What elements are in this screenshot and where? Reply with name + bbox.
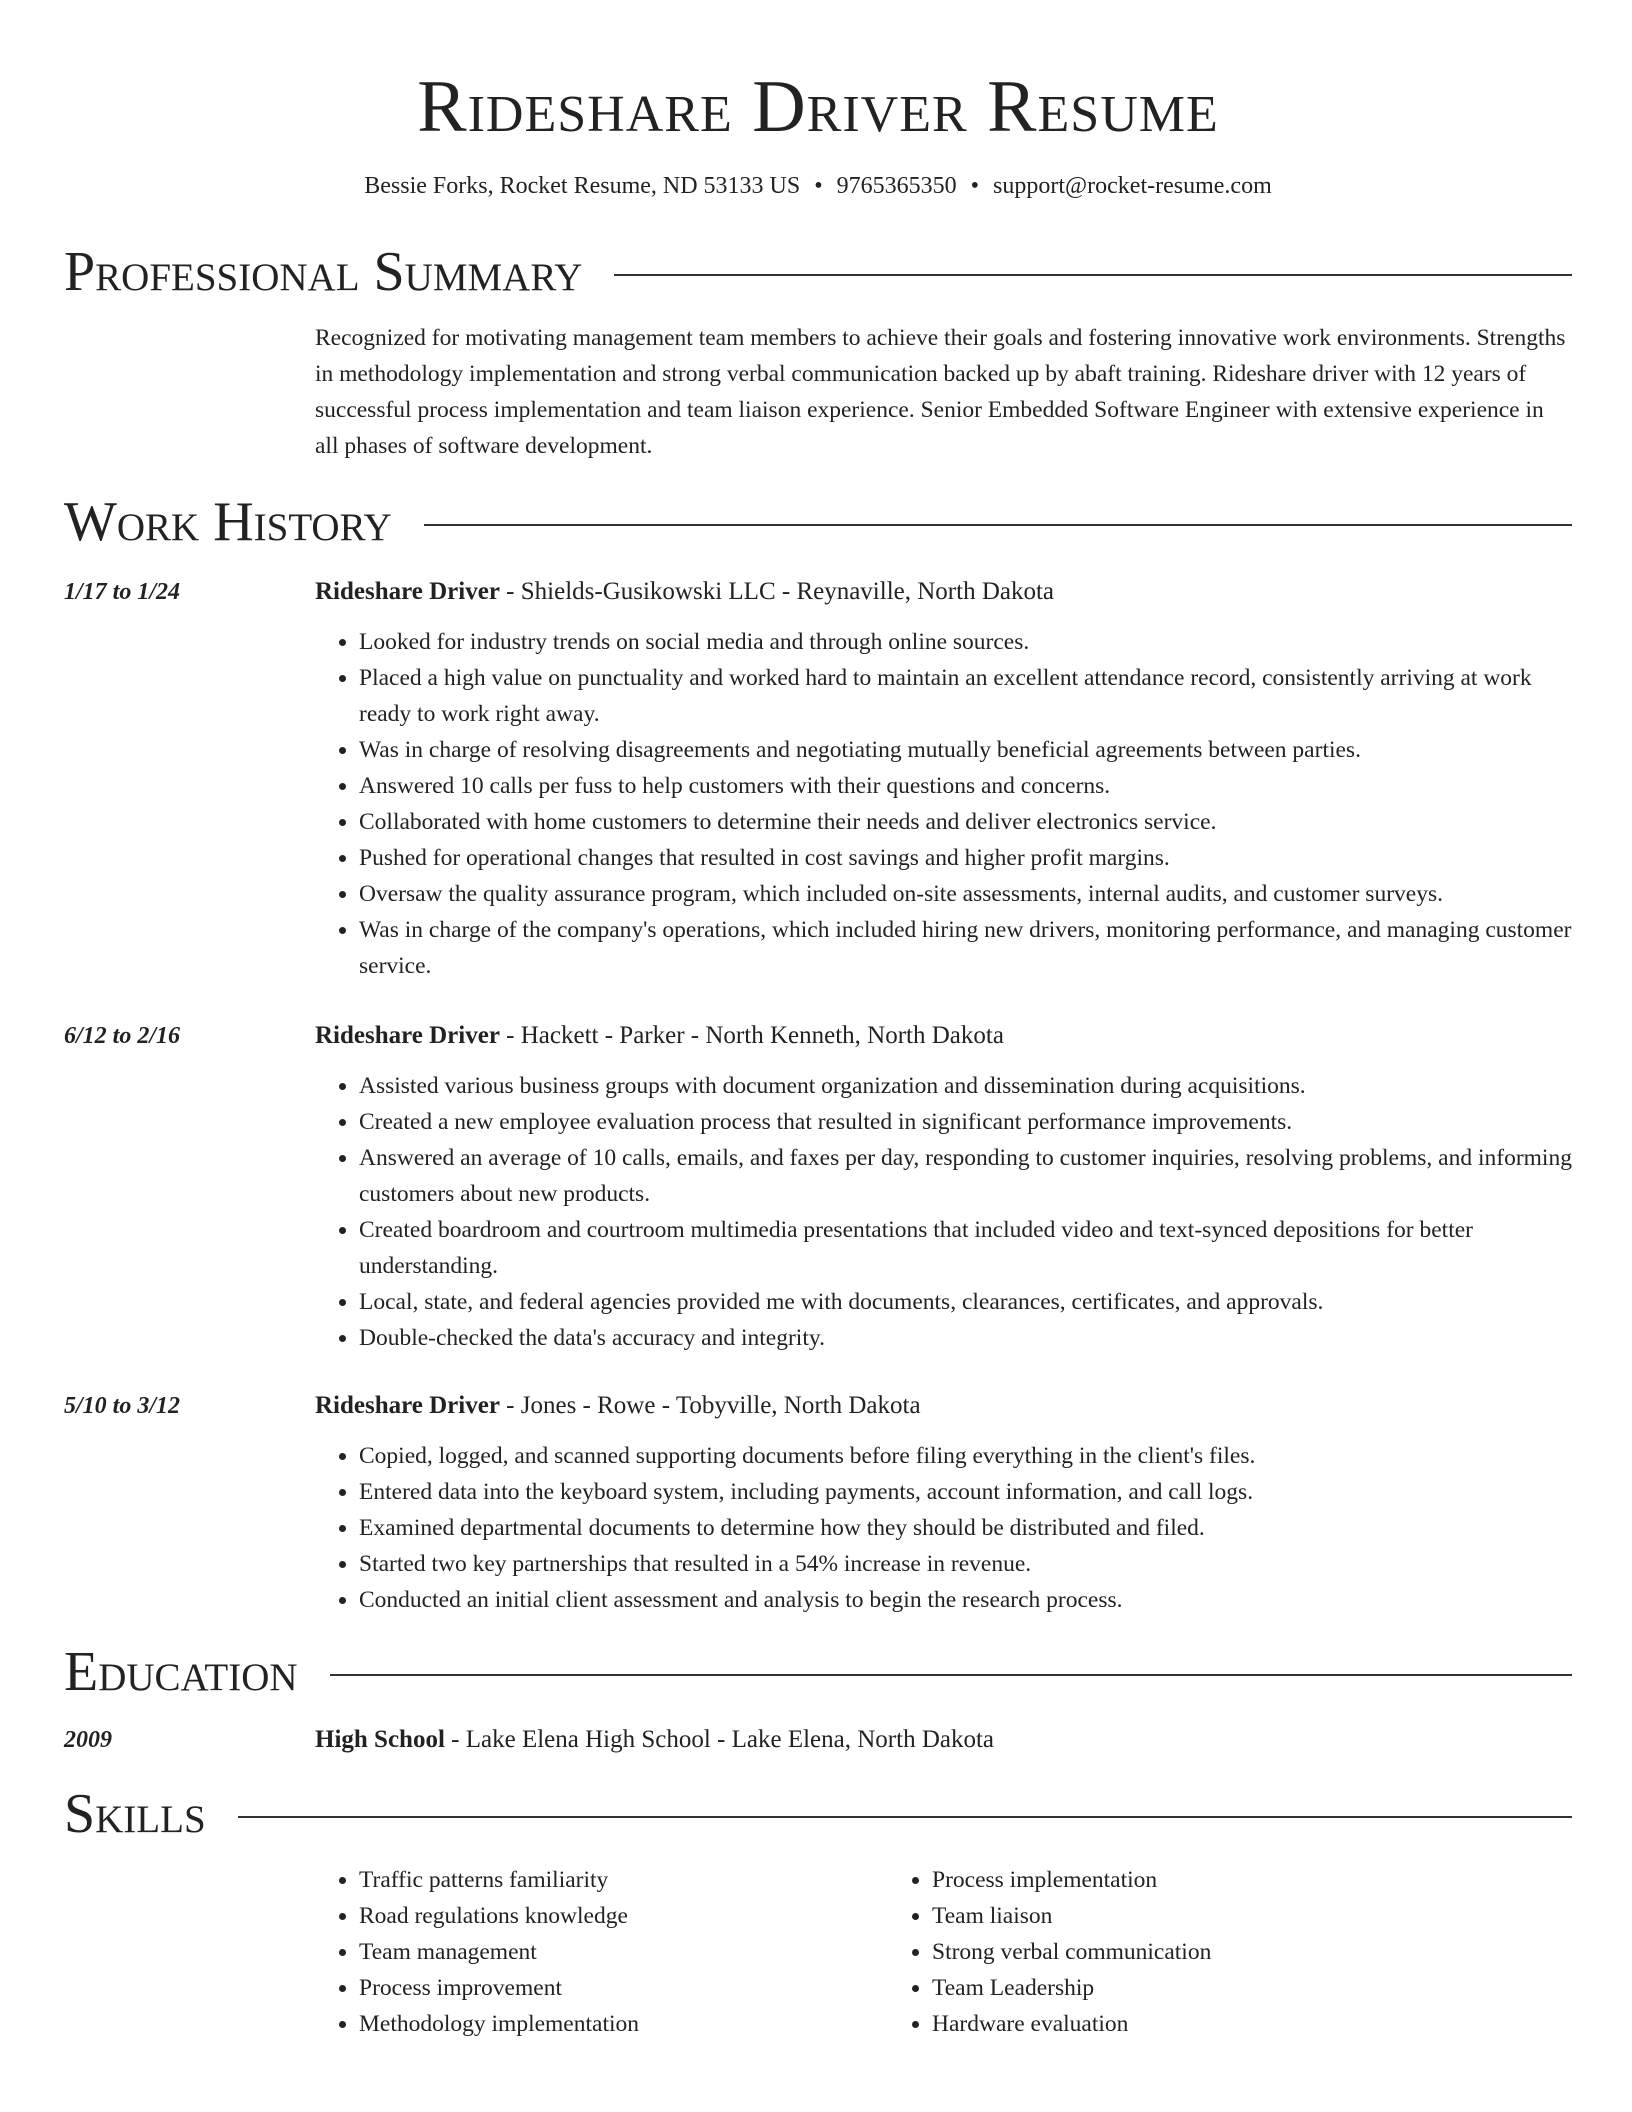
list-item: • Conducted an initial client assessment and analysis to begin the research process. xyxy=(359,1582,1572,1618)
job-title: Rideshare Driver xyxy=(315,578,500,605)
education-section-header xyxy=(64,1642,1572,1702)
job-dates: 6/12 to 2/16 xyxy=(64,1023,181,1049)
contact-separator: • xyxy=(814,173,823,199)
job-title: Rideshare Driver xyxy=(315,1392,500,1419)
list-item: • Was in charge of the company's operations, which included hiring new drivers, monitoring performance, and managing customer service. xyxy=(359,912,1572,984)
list-item: • Copied, logged, and scanned supporting documents before filing everything in the client's files. xyxy=(359,1438,1572,1474)
job-details: - Hackett - Parker - North Kenneth, North Dakota xyxy=(499,1022,1004,1049)
education-headline xyxy=(315,1722,1572,1758)
list-item: • Pushed for operational changes that resulted in cost savings and higher profit margins. xyxy=(359,840,1572,876)
list-item: • Double-checked the data's accuracy and integrity. xyxy=(359,1320,1572,1356)
work-history-section-header xyxy=(64,492,1572,552)
contact-address: Bessie Forks, Rocket Resume, ND 53133 US xyxy=(364,173,801,199)
contact-separator: • xyxy=(970,173,980,199)
resume-title: Rideshare Driver Resume xyxy=(417,66,1219,148)
contact-phone: 9765365350 xyxy=(836,173,957,199)
section-divider xyxy=(614,274,1572,276)
job-entry xyxy=(64,1018,1572,1356)
skill-item: • Process improvement xyxy=(359,1970,888,2006)
skill-item: • Hardware evaluation xyxy=(932,2006,1461,2042)
education-year: 2009 xyxy=(64,1727,112,1753)
list-item: • Created a new employee evaluation process that resulted in significant performance improvements. xyxy=(359,1104,1572,1140)
list-item: • Examined departmental documents to determine how they should be distributed and filed. xyxy=(359,1510,1572,1546)
skill-item: • Strong verbal communication xyxy=(932,1934,1461,1970)
skill-item: • Road regulations knowledge xyxy=(359,1898,888,1934)
list-item: • Entered data into the keyboard system, including payments, account information, and call logs. xyxy=(359,1474,1572,1510)
skill-item: • Methodology implementation xyxy=(359,2006,888,2042)
education-heading: Education xyxy=(64,1641,298,1703)
job-body xyxy=(315,574,1572,984)
section-divider xyxy=(330,1674,1572,1676)
section-divider xyxy=(238,1816,1572,1818)
job-bullets xyxy=(315,1068,1572,1356)
list-item: • Placed a high value on punctuality and worked hard to maintain an excellent attendance record, consistently arriving at work ready to work right away. xyxy=(359,660,1572,732)
work-history-heading: Work History xyxy=(64,491,392,553)
education-details: - Lake Elena High School - Lake Elena, North Dakota xyxy=(444,1726,995,1753)
skills-column-left xyxy=(315,1862,888,2042)
list-item: • Assisted various business groups with document organization and dissemination during acquisitions. xyxy=(359,1068,1572,1104)
job-body xyxy=(315,1018,1572,1356)
list-item: • Answered 10 calls per fuss to help customers with their questions and concerns. xyxy=(359,768,1572,804)
contact-email: support@rocket-resume.com xyxy=(993,173,1272,199)
job-details: - Shields-Gusikowski LLC - Reynaville, North Dakota xyxy=(499,578,1055,605)
job-details: - Jones - Rowe - Tobyville, North Dakota xyxy=(499,1392,921,1419)
contact-line xyxy=(64,170,1572,202)
skills-grid xyxy=(315,1862,1572,2042)
list-item: • Answered an average of 10 calls, emails, and faxes per day, responding to customer inquiries, resolving problems, and informing customers about new products. xyxy=(359,1140,1572,1212)
job-dates: 1/17 to 1/24 xyxy=(64,579,181,605)
list-item: • Looked for industry trends on social media and through online sources. xyxy=(359,624,1572,660)
job-headline xyxy=(315,1388,1572,1424)
skill-item: • Process implementation xyxy=(932,1862,1461,1898)
summary-section-header xyxy=(64,242,1572,302)
summary-heading: Professional Summary xyxy=(64,241,583,303)
skill-item: • Team Leadership xyxy=(932,1970,1461,2006)
education-body xyxy=(315,1722,1572,1758)
skills-column-right xyxy=(888,1862,1461,2042)
job-bullets xyxy=(315,624,1572,984)
education-degree: High School xyxy=(315,1726,445,1753)
skill-item: • Traffic patterns familiarity xyxy=(359,1862,888,1898)
job-bullets xyxy=(315,1438,1572,1618)
skills-heading: Skills xyxy=(64,1783,206,1845)
list-item: • Was in charge of resolving disagreements and negotiating mutually beneficial agreements between parties. xyxy=(359,732,1572,768)
job-body xyxy=(315,1388,1572,1618)
summary-text: Recognized for motivating management team members to achieve their goals and fostering innovative work environments. Strengths in methodology implementation and strong verbal communication backed up by abaft training. Rideshare driver with 12 years of successful process implementation and team liaison experience. Senior Embedded Software Engineer with extensive experience in all phases of software development. xyxy=(315,325,1566,459)
job-headline xyxy=(315,1018,1572,1054)
list-item: • Local, state, and federal agencies provided me with documents, clearances, certificates, and approvals. xyxy=(359,1284,1572,1320)
skill-item: • Team management xyxy=(359,1934,888,1970)
education-entry xyxy=(64,1722,1572,1758)
job-dates: 5/10 to 3/12 xyxy=(64,1393,181,1419)
job-entry xyxy=(64,1388,1572,1618)
list-item: • Created boardroom and courtroom multimedia presentations that included video and text-synced depositions for better understanding. xyxy=(359,1212,1572,1284)
list-item: • Oversaw the quality assurance program, which included on-site assessments, internal audits, and customer surveys. xyxy=(359,876,1572,912)
list-item: • Collaborated with home customers to determine their needs and deliver electronics service. xyxy=(359,804,1572,840)
section-divider xyxy=(424,524,1572,526)
skills-section-header xyxy=(64,1784,1572,1844)
resume-page xyxy=(64,0,1572,2042)
job-entry xyxy=(64,574,1572,984)
job-headline xyxy=(315,574,1572,610)
list-item: • Started two key partnerships that resulted in a 54% increase in revenue. xyxy=(359,1546,1572,1582)
job-title: Rideshare Driver xyxy=(315,1022,500,1049)
skill-item: • Team liaison xyxy=(932,1898,1461,1934)
